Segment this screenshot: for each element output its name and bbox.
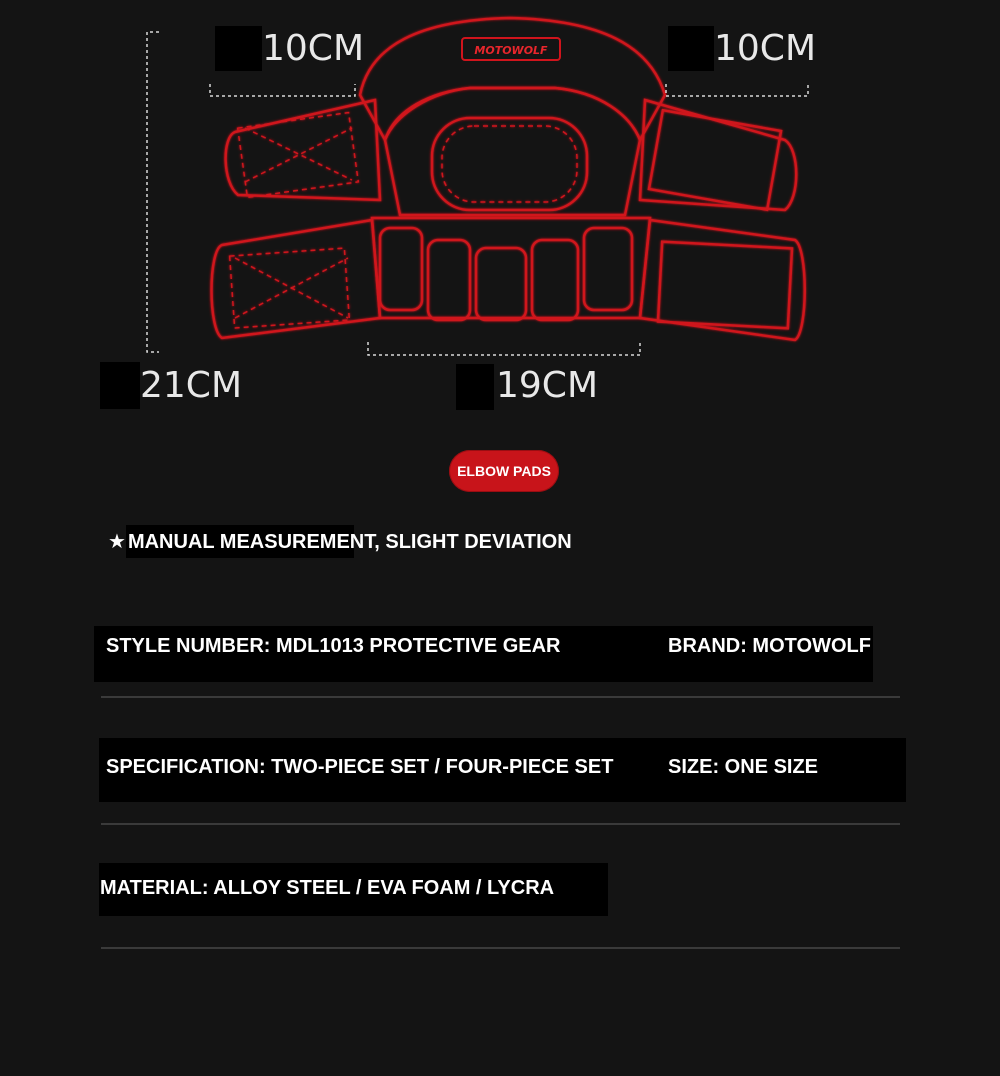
size: SIZE: ONE SIZE bbox=[668, 756, 819, 778]
dimension-top-left: 10CM bbox=[262, 28, 365, 69]
style-number: STYLE NUMBER: MDL1013 PROTECTIVE GEAR bbox=[106, 635, 561, 657]
divider bbox=[101, 696, 900, 698]
height-guide bbox=[147, 32, 159, 352]
divider bbox=[101, 823, 900, 825]
right-upper-strap bbox=[640, 100, 796, 210]
product-logo: MOTOWOLF bbox=[474, 44, 548, 57]
elbow-pads-badge: ELBOW PADS bbox=[449, 450, 559, 492]
pad-top-cap bbox=[360, 18, 665, 140]
bottom-width-guide bbox=[368, 342, 640, 355]
top-left-guide bbox=[210, 84, 355, 96]
brand: BRAND: MOTOWOLF bbox=[668, 635, 871, 657]
pad-lower-panel bbox=[372, 218, 650, 318]
label-mask bbox=[100, 362, 140, 409]
label-mask bbox=[668, 26, 714, 71]
label-mask bbox=[456, 364, 494, 410]
left-lower-strap bbox=[212, 220, 381, 338]
left-upper-strap bbox=[226, 100, 380, 200]
label-mask bbox=[215, 26, 262, 71]
divider bbox=[101, 947, 900, 949]
measurement-note bbox=[108, 526, 572, 558]
dimension-height: 21CM bbox=[140, 365, 243, 406]
pad-center-dome bbox=[385, 88, 640, 215]
dimension-top-right: 10CM bbox=[714, 28, 817, 69]
dimension-bottom-width: 19CM bbox=[496, 365, 599, 406]
specification: SPECIFICATION: TWO-PIECE SET / FOUR-PIECE SET bbox=[106, 756, 614, 778]
star-icon: ★ bbox=[108, 531, 126, 553]
measurement-note-text: MANUAL MEASUREMENT, SLIGHT DEVIATION bbox=[127, 531, 572, 553]
top-right-guide bbox=[666, 84, 808, 96]
material: MATERIAL: ALLOY STEEL / EVA FOAM / LYCRA bbox=[100, 877, 555, 899]
